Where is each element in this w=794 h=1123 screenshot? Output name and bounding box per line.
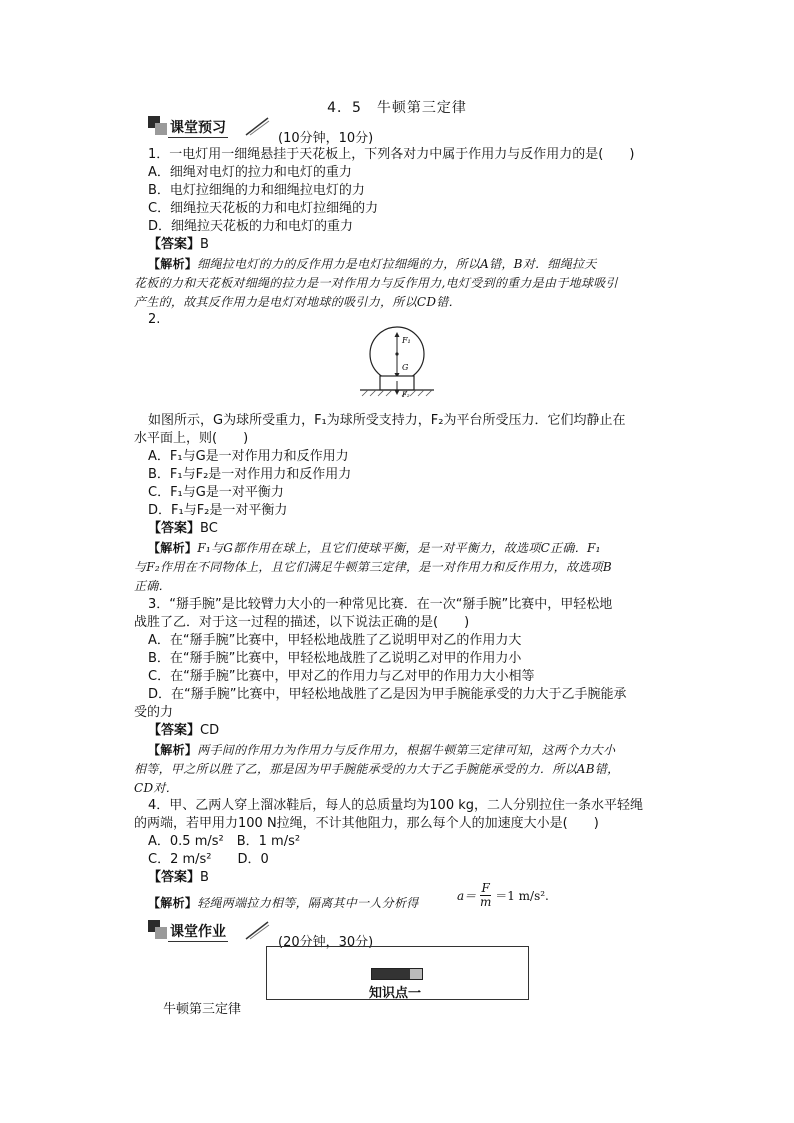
q3-option-b: B．在“掰手腕”比赛中，甲轻松地战胜了乙说明乙对甲的作用力小 bbox=[148, 651, 522, 666]
q2-option-c: C．F₁与G是一对平衡力 bbox=[148, 485, 284, 500]
q1-explanation-line-1: 【解析】细绳拉电灯的力的反作用力是电灯拉细绳的力，所以A错，B对．细绳拉天 bbox=[148, 257, 597, 271]
homework-label: 课堂作业 bbox=[168, 921, 228, 942]
topic-heading: 牛顿第三定律 bbox=[163, 1002, 242, 1017]
q2-option-a: A．F₁与G是一对作用力和反作用力 bbox=[148, 449, 349, 464]
q1-option-b: B．电灯拉细绳的力和细绳拉电灯的力 bbox=[148, 183, 365, 198]
q4-options-ab: A．0.5 m/s² B．1 m/s² bbox=[148, 834, 301, 849]
q4-options-cd: C．2 m/s² D．0 bbox=[148, 852, 269, 867]
preview-section-badge bbox=[148, 116, 278, 138]
q2-answer: 【答案】BC bbox=[148, 521, 218, 536]
q3-explanation-line-2: 相等，甲之所以胜了乙，那是因为甲手腕能承受的力大于乙手腕能承受的力．所以AB错， bbox=[134, 762, 620, 776]
pen-icon bbox=[244, 920, 270, 940]
knowledge-point-bar bbox=[371, 968, 423, 980]
preview-label: 课堂预习 bbox=[168, 117, 228, 138]
homework-section-badge bbox=[148, 920, 278, 942]
fig-label-f2: F₂ bbox=[402, 391, 410, 398]
q1-answer: 【答案】B bbox=[148, 237, 209, 252]
q4-formula: a＝ $\frac{F}{m}$ ＝1 m/s². bbox=[457, 881, 549, 909]
page-title: 4．5 牛顿第三定律 bbox=[327, 100, 467, 116]
q2-option-d: D．F₁与F₂是一对平衡力 bbox=[148, 503, 288, 518]
q2-explanation-line-1: 【解析】F₁与G都作用在球上，且它们使球平衡，是一对平衡力，故选项C正确．F₁ bbox=[148, 541, 601, 555]
q3-option-d-line-2: 受的力 bbox=[134, 705, 174, 720]
pen-icon bbox=[244, 116, 270, 136]
q1-explanation-line-3: 产生的，故其反作用力是电灯对地球的吸引力，所以CD错． bbox=[134, 295, 461, 309]
q1-option-a: A．细绳对电灯的拉力和电灯的重力 bbox=[148, 165, 352, 180]
q3-stem-line-1: 3．“掰手腕”是比较臂力大小的一种常见比赛．在一次“掰手腕”比赛中，甲轻松地 bbox=[148, 597, 613, 612]
q4-explanation: 【解析】轻绳两端拉力相等，隔离其中一人分析得 bbox=[148, 896, 419, 910]
q2-stem-line-2: 水平面上，则( ) bbox=[134, 431, 249, 446]
knowledge-point-label: 知识点一 bbox=[369, 986, 422, 1001]
q2-option-b: B．F₁与F₂是一对作用力和反作用力 bbox=[148, 467, 352, 482]
q3-explanation-line-3: CD对． bbox=[134, 781, 179, 795]
q4-stem-line-1: 4．甲、乙两人穿上溜冰鞋后，每人的总质量均为100 kg，二人分别拉住一条水平轻绳 bbox=[148, 798, 643, 813]
q2-stem-line-1: 如图所示，G为球所受重力，F₁为球所受支持力，F₂为平台所受压力．它们均静止在 bbox=[148, 413, 626, 428]
q3-option-d-line-1: D．在“掰手腕”比赛中，甲轻松地战胜了乙是因为甲手腕能承受的力大于乙手腕能承 bbox=[148, 687, 627, 702]
q2-explanation-line-3: 正确． bbox=[134, 579, 171, 593]
q3-option-a: A．在“掰手腕”比赛中，甲轻松地战胜了乙说明甲对乙的作用力大 bbox=[148, 633, 522, 648]
q2-number: 2. bbox=[148, 312, 161, 327]
q1-explanation-line-2: 花板的力和天花板对细绳的拉力是一对作用力与反作用力,电灯受到的重力是由于地球吸引 bbox=[134, 276, 618, 290]
knowledge-point-box bbox=[266, 946, 529, 1000]
q1-stem: 1．一电灯用一细绳悬挂于天花板上，下列各对力中属于作用力与反作用力的是( ) bbox=[148, 147, 635, 162]
fig-label-g: G bbox=[402, 363, 409, 372]
q3-explanation-line-1: 【解析】两手间的作用力为作用力与反作用力，根据牛顿第三定律可知，这两个力大小 bbox=[148, 743, 616, 757]
fig-label-f1: F₁ bbox=[402, 336, 411, 345]
q3-stem-line-2: 战胜了乙．对于这一过程的描述，以下说法正确的是( ) bbox=[134, 615, 470, 630]
q3-answer: 【答案】CD bbox=[148, 723, 220, 738]
q1-option-d: D．细绳拉天花板的力和电灯的重力 bbox=[148, 219, 354, 234]
homework-meta: (20分钟，30分) bbox=[278, 935, 374, 950]
q4-answer: 【答案】B bbox=[148, 870, 209, 885]
q1-option-c: C．细绳拉天花板的力和电灯拉细绳的力 bbox=[148, 201, 379, 216]
q3-option-c: C．在“掰手腕”比赛中，甲对乙的作用力与乙对甲的作用力大小相等 bbox=[148, 669, 535, 684]
preview-meta: (10分钟，10分) bbox=[278, 131, 374, 146]
q2-explanation-line-2: 与F₂作用在不同物体上，且它们满足牛顿第三定律，是一对作用力和反作用力，故选项B bbox=[134, 560, 612, 574]
q4-stem-line-2: 的两端，若甲用力100 N拉绳，不计其他阻力，那么每个人的加速度大小是( ) bbox=[134, 816, 599, 831]
ball-on-platform-figure bbox=[356, 326, 438, 398]
